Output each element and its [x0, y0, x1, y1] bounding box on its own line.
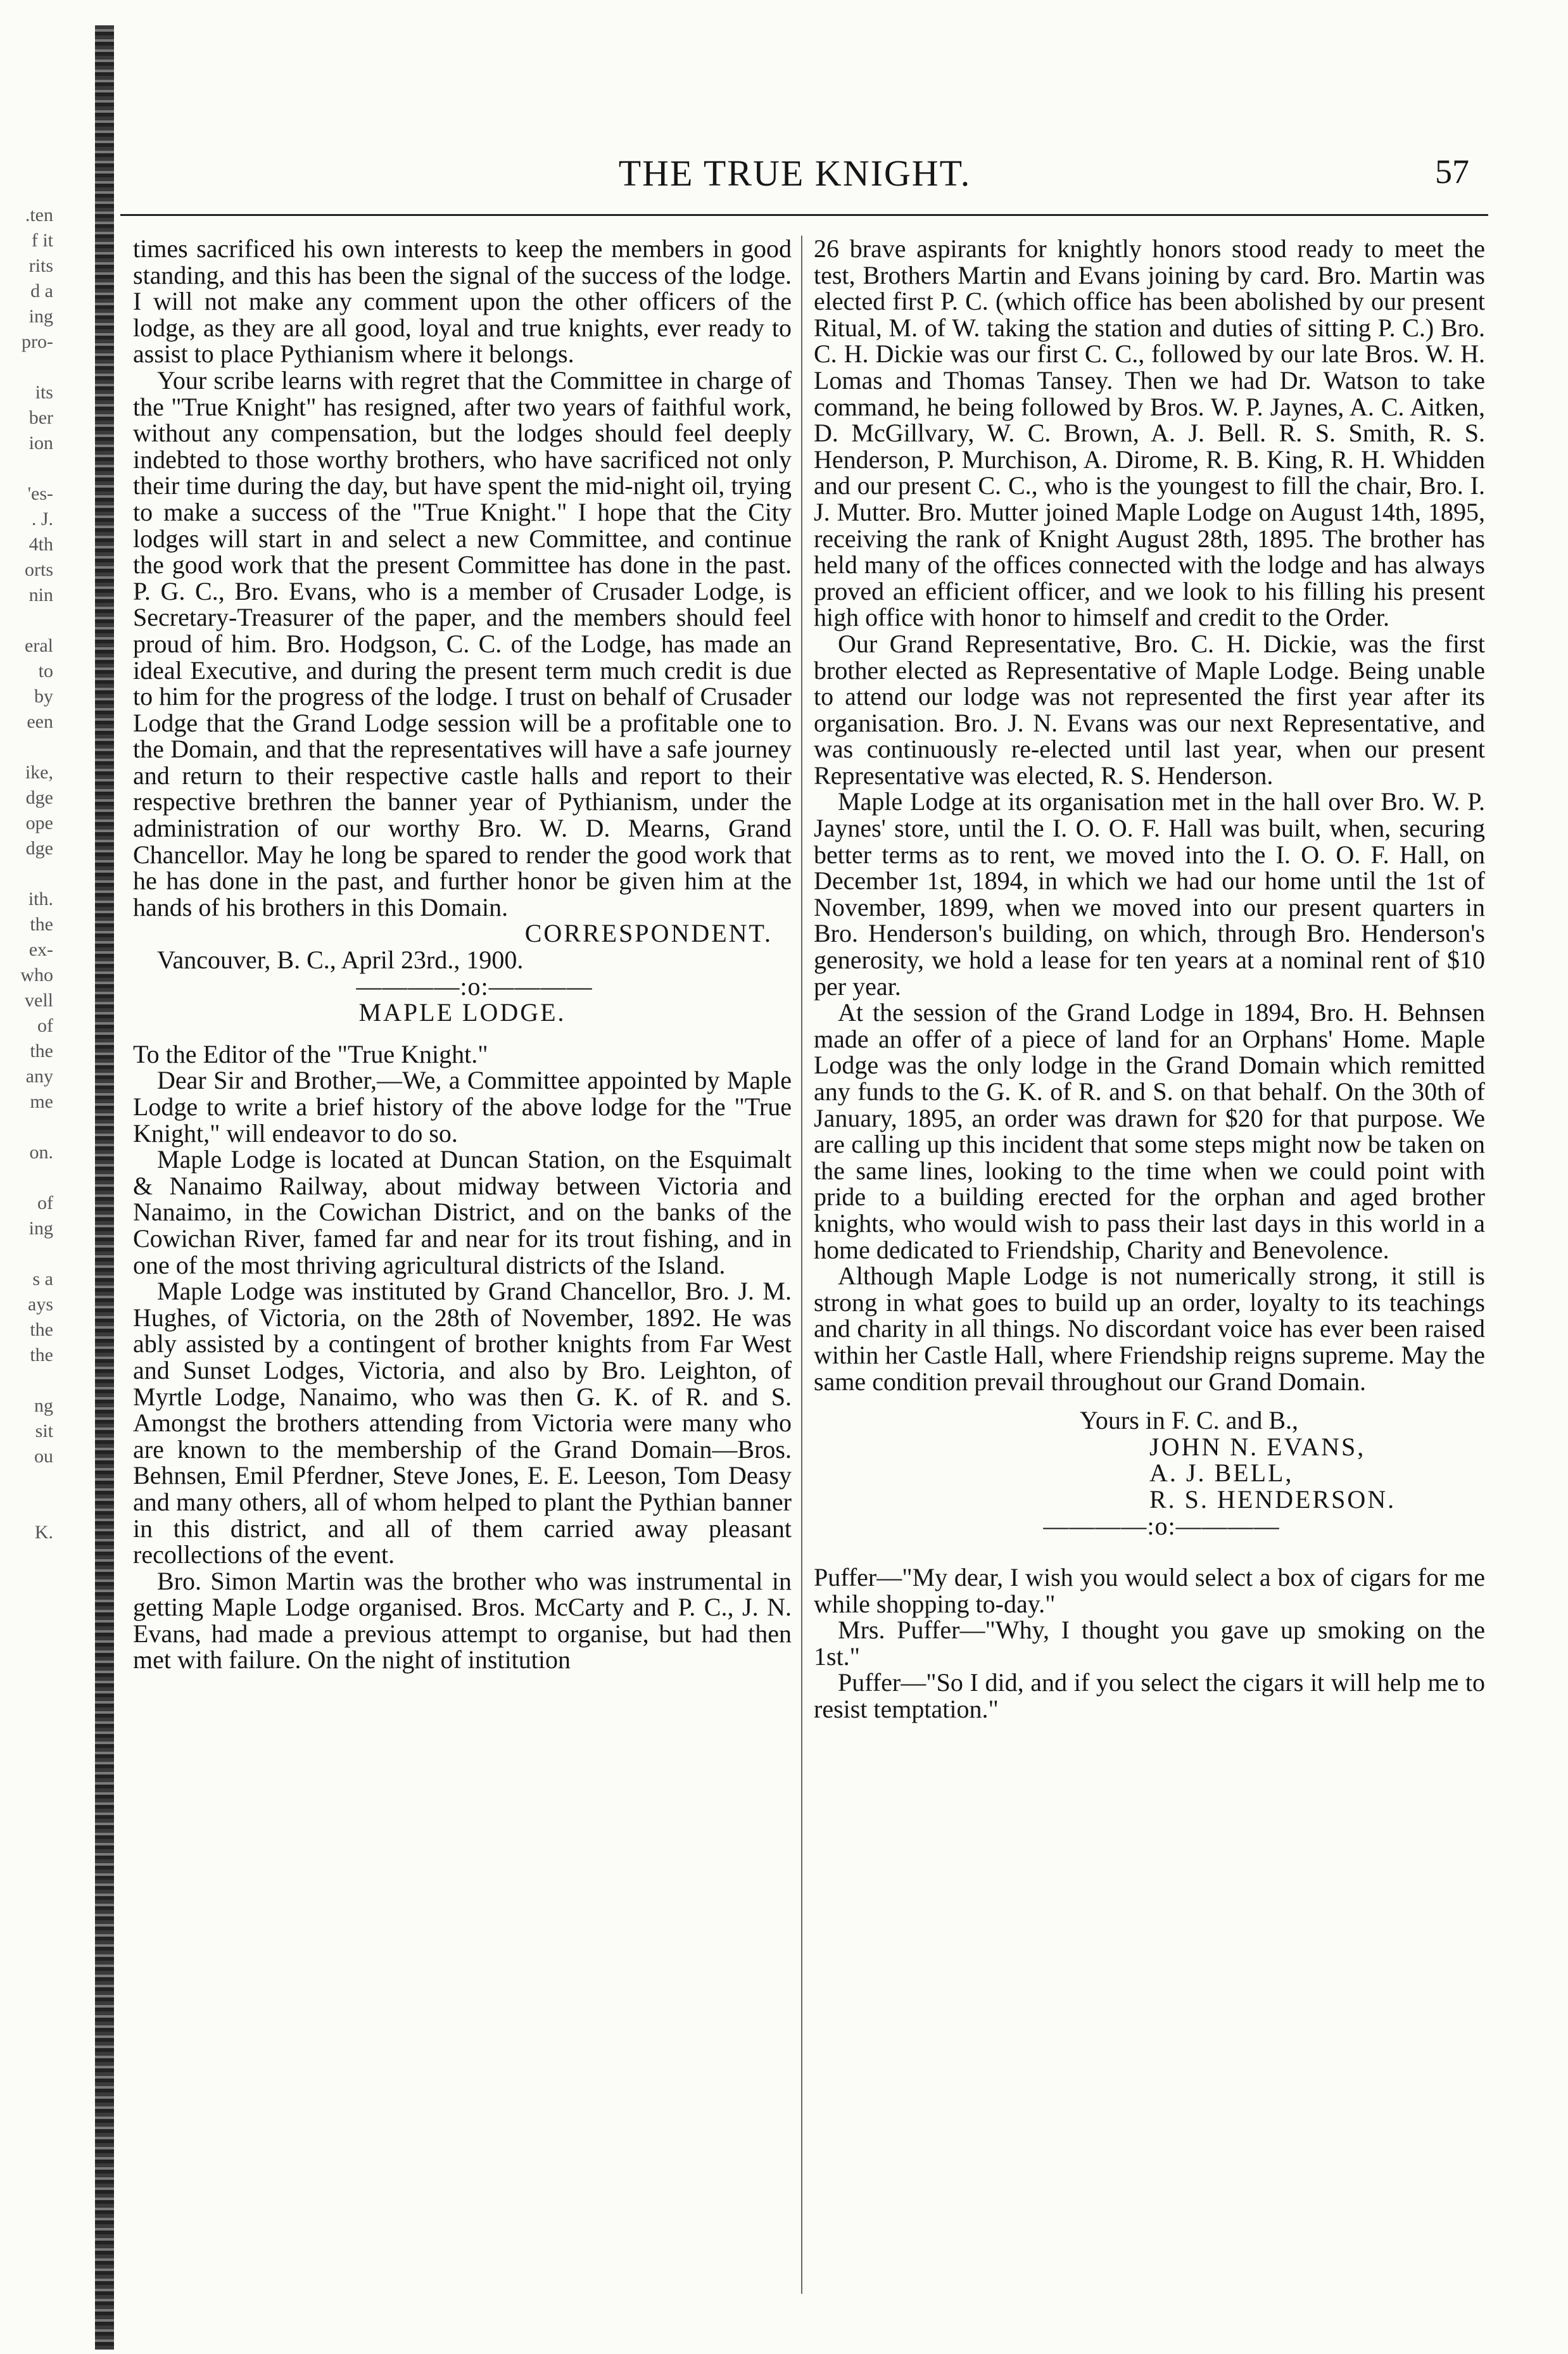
- margin-fragment: vell: [25, 990, 53, 1011]
- margin-fragment: the: [30, 914, 53, 935]
- margin-fragment: d a: [30, 281, 53, 301]
- margin-fragment: the: [30, 1319, 53, 1340]
- margin-fragment: of: [37, 1015, 53, 1036]
- margin-fragment: [3, 456, 53, 481]
- page-header: [120, 152, 1469, 209]
- paragraph: Bro. Simon Martin was the brother who was instrumental in getting Maple Lodge organised. Bros. McCarty and P. C., J. N. Evans, had made a previous attempt to organise, but had then met with failure. On the night of institution: [133, 1566, 792, 1674]
- right-column: [814, 236, 1485, 1723]
- margin-fragment: [3, 608, 53, 633]
- paragraph: Maple Lodge at its organisation met in the hall over Bro. W. P. Jaynes' store, until the I. O. O. F. Hall was built, when, securing better terms as to rent, we moved into the I. O. O. F. Hall, on December 1st, 1894, in which we had our home until the 1st of November, 1899, when we moved into our present quarters in Bro. Henderson's building, on which, through Bro. Henderson's generosity, we hold a lease for ten years at a nominal rent of $10 per year.: [814, 787, 1485, 1001]
- margin-fragment: ing: [28, 306, 53, 327]
- margin-fragment: ber: [28, 407, 53, 428]
- margin-fragment: [3, 355, 53, 380]
- page-binding-edge: [95, 25, 114, 2350]
- margin-fragment: ays: [28, 1294, 53, 1315]
- margin-fragment: [3, 1495, 53, 1520]
- margin-fragment: ope: [25, 813, 53, 833]
- margin-fragment: 4th: [28, 534, 53, 555]
- margin-fragment: [3, 1241, 53, 1267]
- margin-fragment: any: [25, 1066, 53, 1087]
- signer-name: R. S. HENDERSON.: [1149, 1484, 1396, 1514]
- margin-fragment: rits: [28, 255, 53, 276]
- left-column: [133, 236, 792, 1673]
- paragraph: Although Maple Lodge is not numerically strong, it still is strong in what goes to build up an order, loyalty to its teachings and charity in all things. No discordant voice has ever been raised within her Castle Hall, where Friendship reigns supreme. May the same condition prevail throughout our Grand Domain.: [814, 1262, 1485, 1396]
- column-divider: [801, 236, 802, 2294]
- margin-fragment: sit: [35, 1421, 53, 1441]
- margin-fragment: the: [30, 1041, 53, 1061]
- margin-fragment: eral: [25, 635, 53, 656]
- signer-name: A. J. BELL,: [1149, 1459, 1294, 1488]
- margin-fragment: pro-: [22, 331, 53, 352]
- margin-fragment: who: [20, 965, 53, 985]
- header-rule: [120, 214, 1488, 216]
- margin-fragment: [3, 735, 53, 760]
- margin-fragment: dge: [25, 787, 53, 808]
- paragraph: 26 brave aspirants for knightly honors stood ready to meet the test, Brothers Martin and Evans joining by card. Bro. Martin was elected first P. C. (which office has been abolished by our present Ritual, M. of W. taking the station and duties of sitting P. C.) Bro. C. H. Dickie was our first C. C., followed by our late Bros. W. H. Lomas and Thomas Tansey. Then we had Dr. Watson to take command, he being followed by Bros. W. P. Jaynes, A. C. Aitken, D. McGillvary, W. C. Brown, A. J. Bell. R. S. Smith, R. S. Henderson, P. Murchison, A. Dirome, R. B. King, R. H. Whidden and our present C. C., who is the youngest to fill the chair, Bro. I. J. Mutter. Bro. Mutter joined Maple Lodge on August 14th, 1895, receiving the rank of Knight August 28th, 1895. The brother has held many of the offices connected with the lodge and has always proved an efficient officer, and we look to his filling his present high office with honor to himself and credit to the Order.: [814, 234, 1485, 632]
- margin-fragment: ike,: [25, 762, 53, 783]
- adjacent-page-margin: [3, 203, 53, 1545]
- margin-fragment: K.: [34, 1522, 53, 1543]
- margin-fragment: ion: [28, 433, 53, 453]
- signer-name: JOHN N. EVANS,: [1149, 1432, 1366, 1461]
- margin-fragment: [3, 1115, 53, 1140]
- dateline: Vancouver, B. C., April 23rd., 1900.: [157, 946, 524, 975]
- margin-fragment: of: [37, 1193, 53, 1213]
- paragraph: Mrs. Puffer—"Why, I thought you gave up smoking on the 1st.": [814, 1616, 1485, 1671]
- margin-fragment: to: [38, 661, 53, 681]
- margin-fragment: [3, 1368, 53, 1393]
- margin-fragment: by: [34, 686, 53, 707]
- margin-fragment: orts: [25, 559, 53, 580]
- margin-fragment: 'es-: [27, 483, 53, 504]
- salutation: To the Editor of the "True Knight.": [133, 1039, 488, 1068]
- margin-fragment: [3, 1469, 53, 1495]
- margin-fragment: [3, 861, 53, 887]
- margin-fragment: een: [27, 711, 53, 732]
- paragraph: Puffer—"My dear, I wish you would select a box of cigars for me while shopping to-day.": [814, 1563, 1485, 1618]
- closing-line: Yours in F. C. and B.,: [1080, 1406, 1299, 1435]
- section-heading: MAPLE LODGE.: [358, 998, 566, 1027]
- section-separator: ————:o:————: [1043, 1511, 1280, 1540]
- margin-fragment: .ten: [25, 205, 53, 225]
- paragraph: times sacrificed his own interests to keep the members in good standing, and this has been the signal of the success of the lodge. I will not make any comment upon the other officers of the lodge, as they are all good, loyal and true knights, ever ready to assist to place Pythianism where it belongs.: [133, 234, 792, 369]
- margin-fragment: ith.: [28, 889, 53, 909]
- margin-fragment: [3, 1165, 53, 1191]
- margin-fragment: nin: [28, 585, 53, 605]
- margin-fragment: dge: [25, 838, 53, 859]
- paragraph: Your scribe learns with regret that the Committee in charge of the "True Knight" has resigned, after two years of faithful work, without any compensation, but the lodges should feel deeply indebted to those worthy brothers, who have sacrificed not only their time during the day, but have spent the mid-night oil, trying to make a success of the "True Knight." I hope that the City lodges will start in and select a new Committee, and continue the good work that the present Committee has done in the past. P. G. C., Bro. Evans, who is a member of Crusader Lodge, is Secretary-Treasurer of the paper, and the members should feel proud of him. Bro. Hodgson, C. C. of the Lodge, has made an ideal Executive, and during the present term much credit is due to him for the progress of the lodge. I trust on behalf of Crusader Lodge that the Grand Lodge session will be a profitable one to the Domain, and that the representatives will have a safe journey and return to their respective castle halls and report to their respective brethren the banner year of Pythianism, under the administration of our worthy Bro. W. D. Mearns, Grand Chancellor. May he long be spared to render the good work that he has done in the past, and further honor be given him at the hands of his brothers in this Domain.: [133, 365, 792, 921]
- paragraph: Maple Lodge was instituted by Grand Chancellor, Bro. J. M. Hughes, of Victoria, on the 28th of November, 1892. He was ably assisted by a contingent of brother knights from Far West and Sunset Lodges, Victoria, and also by Bro. Leighton, of Myrtle Lodge, Nanaimo, who was then G. K. of R. and S. Amongst the brothers attending from Victoria were many who are known to the membership of the Grand Domain—Bros. Behnsen, Emil Pferdner, Steve Jones, E. E. Leeson, Tom Deasy and many others, all of whom helped to plant the Pythian banner in this district, and all of them carried away pleasant recollections of the event.: [133, 1277, 792, 1569]
- page-title: THE TRUE KNIGHT.: [618, 153, 971, 194]
- paragraph: Our Grand Representative, Bro. C. H. Dickie, was the first brother elected as Representative of Maple Lodge. Being unable to attend our lodge was not represented the first year after its organisation. Bro. J. N. Evans was our next Representative, and was continuously re-elected until last year, when our present Representative was elected, R. S. Henderson.: [814, 629, 1485, 790]
- margin-fragment: its: [35, 382, 53, 403]
- correspondent-signature: CORRESPONDENT.: [524, 919, 773, 948]
- margin-fragment: ou: [34, 1446, 53, 1467]
- section-separator: ————:o:————: [356, 971, 593, 1001]
- paragraph: Dear Sir and Brother,—We, a Committee appointed by Maple Lodge to write a brief history of the above lodge for the "True Knight," will endeavor to do so.: [133, 1066, 792, 1148]
- margin-fragment: ng: [34, 1395, 53, 1416]
- margin-fragment: s a: [32, 1269, 53, 1289]
- margin-fragment: . J.: [31, 509, 53, 529]
- paragraph: Maple Lodge is located at Duncan Station, on the Esquimalt & Nanaimo Railway, about midway between Victoria and Nanaimo, in the Cowichan District, and on the banks of the Cowichan River, famed far and near for its trout fishing, and in one of the most thriving agricultural districts of the Island.: [133, 1145, 792, 1279]
- margin-fragment: me: [30, 1091, 53, 1112]
- page-number: 57: [1435, 153, 1469, 191]
- margin-fragment: f it: [31, 230, 53, 251]
- margin-fragment: ing: [28, 1218, 53, 1239]
- paragraph: Puffer—"So I did, and if you select the cigars it will help me to resist temptation.": [814, 1668, 1485, 1724]
- paragraph: At the session of the Grand Lodge in 1894, Bro. H. Behnsen made an offer of a piece of land for an Orphans' Home. Maple Lodge was the only lodge in the Grand Domain which remitted any funds to the G. K. of R. and S. on that behalf. On the 30th of January, 1895, an order was drawn for $20 for that purpose. We are calling up this incident that some steps might now be taken on the same lines, looking to the time when we could point with pride to a building erected for the orphan and aged brother knights, who would wish to pass their last days in this world in a home dedicated to Friendship, Charity and Benevolence.: [814, 998, 1485, 1264]
- margin-fragment: on.: [29, 1142, 53, 1163]
- margin-fragment: the: [30, 1345, 53, 1365]
- margin-fragment: ex-: [28, 939, 53, 960]
